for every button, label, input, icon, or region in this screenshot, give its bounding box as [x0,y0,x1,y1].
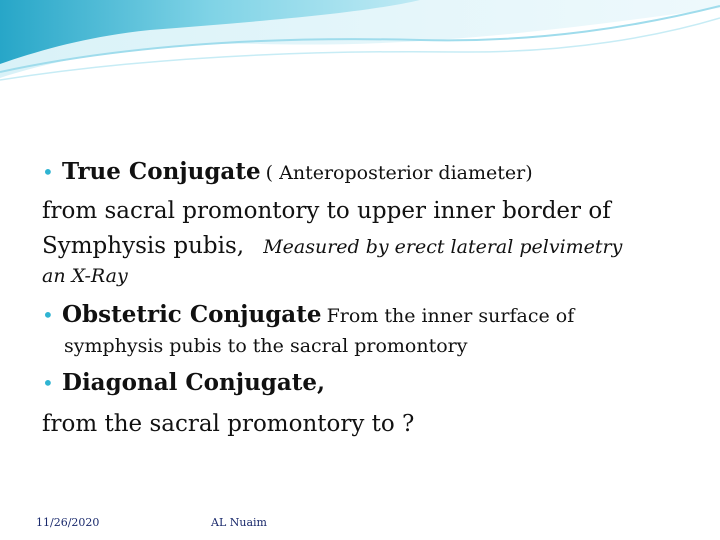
heading-true-conjugate: True Conjugate [62,158,261,185]
text-diagonal-conjugate-line-1: from the sacral promontory to ? [42,411,415,437]
bullet-icon: • [42,303,54,327]
heading-diagonal-conjugate: Diagonal Conjugate, [62,369,326,396]
footer-date: 11/26/2020 [36,516,100,529]
footer-author: AL Nuaim [211,516,267,529]
text-true-conjugate-line-2-wrap [42,233,622,259]
text-true-conjugate-line-2: Symphysis pubis, [42,233,245,259]
text-true-conjugate-line-1: from sacral promontory to upper inner border of [42,198,611,224]
italic-note-xray: an X-Ray [42,265,128,287]
bullet-icon: • [42,160,54,184]
heading-obstetric-conjugate: Obstetric Conjugate [62,301,322,328]
note-anteroposterior: ( Anteroposterior diameter) [265,162,533,184]
bullet-icon: • [42,371,54,395]
bullet-obstetric-conjugate [42,301,574,328]
text-obstetric-conjugate-line-2: symphysis pubis to the sacral promontory [64,335,468,357]
italic-note-pelvimetry: Measured by erect lateral pelvimetry [263,236,623,258]
bullet-true-conjugate [42,158,533,185]
bullet-diagonal-conjugate [42,369,325,396]
text-obstetric-conjugate-line-1: From the inner surface of [326,305,575,327]
